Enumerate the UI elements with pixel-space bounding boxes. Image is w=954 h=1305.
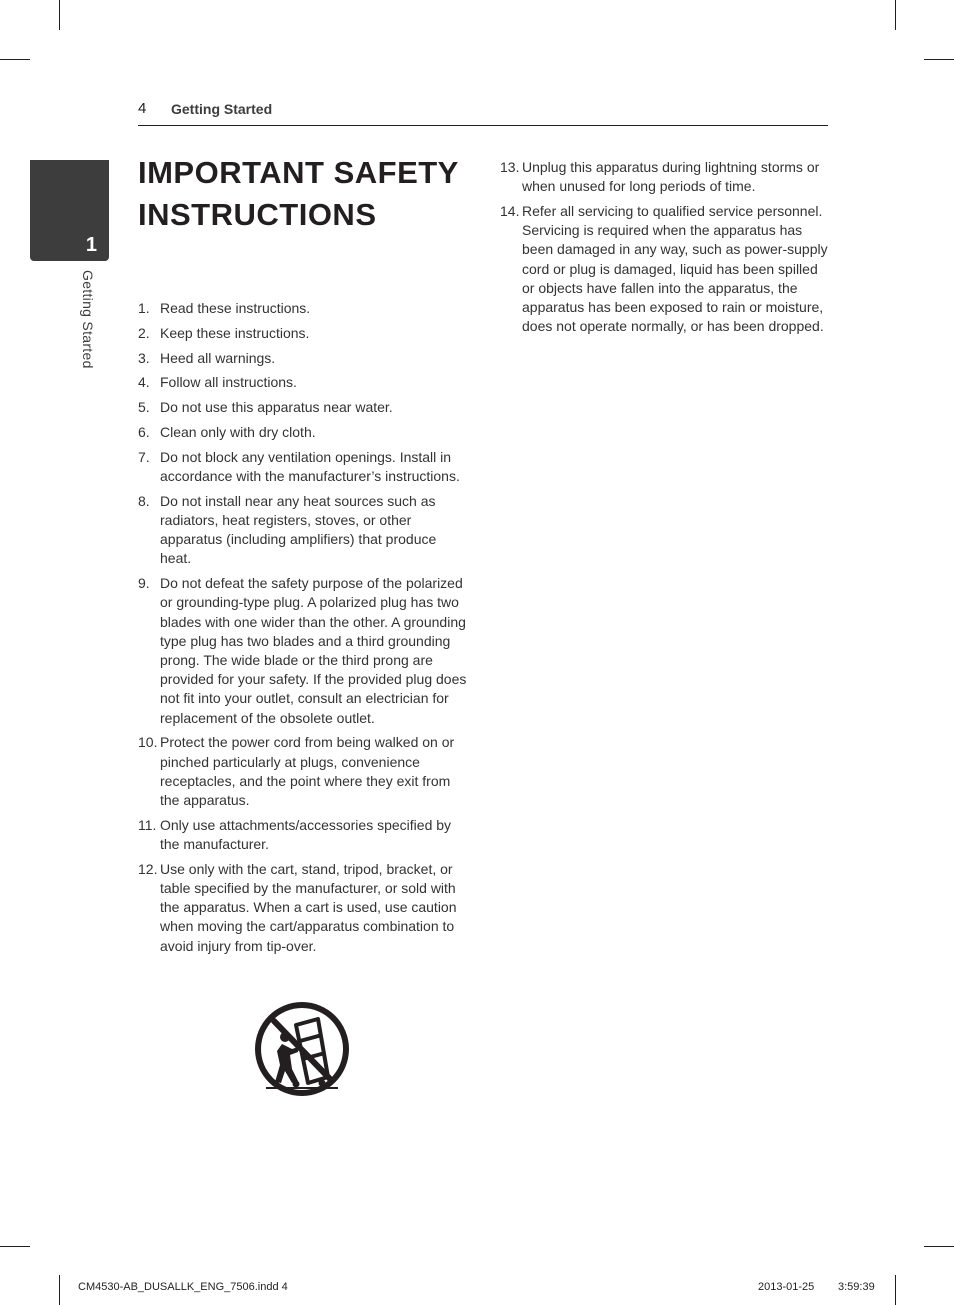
list-item xyxy=(138,860,470,956)
item-number: 11. xyxy=(138,816,157,833)
item-text: Do not defeat the safety purpose of the polarized or grounding-type plug. A polarized plug has two blades with one wider than the other. A grounding type plug has two blades and a third grounding prong. The wide blade or the third prong are provided for your safety. If the provided plug does not fit into your outlet, consult an electrician for replacement of the obsolete outlet. xyxy=(160,575,467,726)
list-item xyxy=(138,448,470,486)
item-text: Unplug this apparatus during lightning storms or when unused for long periods of time. xyxy=(522,159,820,195)
crop-mark xyxy=(0,1246,30,1247)
instructions-right-column xyxy=(500,158,830,342)
cart-tip-over-warning-icon xyxy=(252,999,352,1099)
page-header xyxy=(138,100,828,126)
list-item xyxy=(138,816,470,854)
item-text: Heed all warnings. xyxy=(160,349,276,366)
crop-mark xyxy=(0,59,30,60)
page-title-line: INSTRUCTIONS xyxy=(138,197,377,232)
item-number: 5. xyxy=(138,399,150,416)
page-number: 4 xyxy=(138,100,147,117)
crop-mark xyxy=(59,0,60,30)
chapter-tab xyxy=(30,160,109,261)
list-item xyxy=(138,324,470,343)
list-item xyxy=(138,373,470,392)
item-text: Use only with the cart, stand, tripod, bracket, or table specified by the manufacturer, or sold with the apparatus. When a cart is used, use caution when moving the cart/apparatus combination to avoid injury from tip-over. xyxy=(160,860,457,954)
item-number: 12. xyxy=(138,860,158,877)
item-text: Only use attachments/accessories specified by the manufacturer. xyxy=(160,816,452,853)
item-text: Keep these instructions. xyxy=(160,324,310,341)
item-number: 9. xyxy=(138,575,150,592)
item-number: 8. xyxy=(138,492,150,509)
instructions-left-column xyxy=(138,299,470,961)
item-number: 14. xyxy=(500,203,520,219)
crop-mark xyxy=(924,59,954,60)
crop-mark xyxy=(59,1275,60,1305)
item-text: Clean only with dry cloth. xyxy=(160,423,316,440)
item-number: 13. xyxy=(500,159,520,175)
item-number: 7. xyxy=(138,448,150,465)
footer-time: 3:59:39 xyxy=(838,1281,875,1293)
list-item xyxy=(500,158,830,196)
list-item xyxy=(138,349,470,368)
item-number: 2. xyxy=(138,324,150,341)
crop-mark xyxy=(895,1275,896,1305)
chapter-number: 1 xyxy=(85,234,97,256)
item-number: 3. xyxy=(138,349,150,366)
item-number: 1. xyxy=(138,300,150,316)
chapter-label: Getting Started xyxy=(80,270,96,369)
footer-file-info: CM4530-AB_DUSALLK_ENG_7506.indd 4 xyxy=(78,1281,288,1293)
item-text: Do not use this apparatus near water. xyxy=(160,399,393,416)
crop-mark xyxy=(895,0,896,30)
item-number: 6. xyxy=(138,423,150,440)
list-item xyxy=(138,398,470,417)
item-number: 10. xyxy=(138,734,158,751)
item-text: Refer all servicing to qualified service personnel. Servicing is required when the apparatus has been damaged in any way, such as power-supply cord or plug is damaged, liquid has been spilled or objects have fallen into the apparatus, the apparatus has been exposed to rain or moisture, does not operate normally, or has been dropped. xyxy=(522,203,828,335)
item-text: Read these instructions. xyxy=(160,300,311,316)
item-number: 4. xyxy=(138,374,150,391)
item-text: Follow all instructions. xyxy=(160,374,297,391)
item-text: Protect the power cord from being walked on or pinched particularly at plugs, convenience receptacles, and the point where they exit from the apparatus. xyxy=(160,734,455,809)
item-text: Do not install near any heat sources such as radiators, heat registers, stoves, or other apparatus (including amplifiers) that produce heat. xyxy=(160,492,437,567)
item-text: Do not block any ventilation openings. Install in accordance with the manufacturer’s instructions. xyxy=(160,448,460,484)
list-item xyxy=(138,299,470,318)
list-item xyxy=(138,423,470,442)
list-item xyxy=(138,733,470,810)
page-title xyxy=(138,152,478,236)
footer-date: 2013-01-25 xyxy=(758,1281,815,1293)
page-title-line: IMPORTANT SAFETY xyxy=(138,155,459,190)
list-item xyxy=(138,574,470,728)
crop-mark xyxy=(924,1246,954,1247)
header-section-title: Getting Started xyxy=(171,101,273,117)
list-item xyxy=(138,492,470,569)
list-item xyxy=(500,202,830,336)
